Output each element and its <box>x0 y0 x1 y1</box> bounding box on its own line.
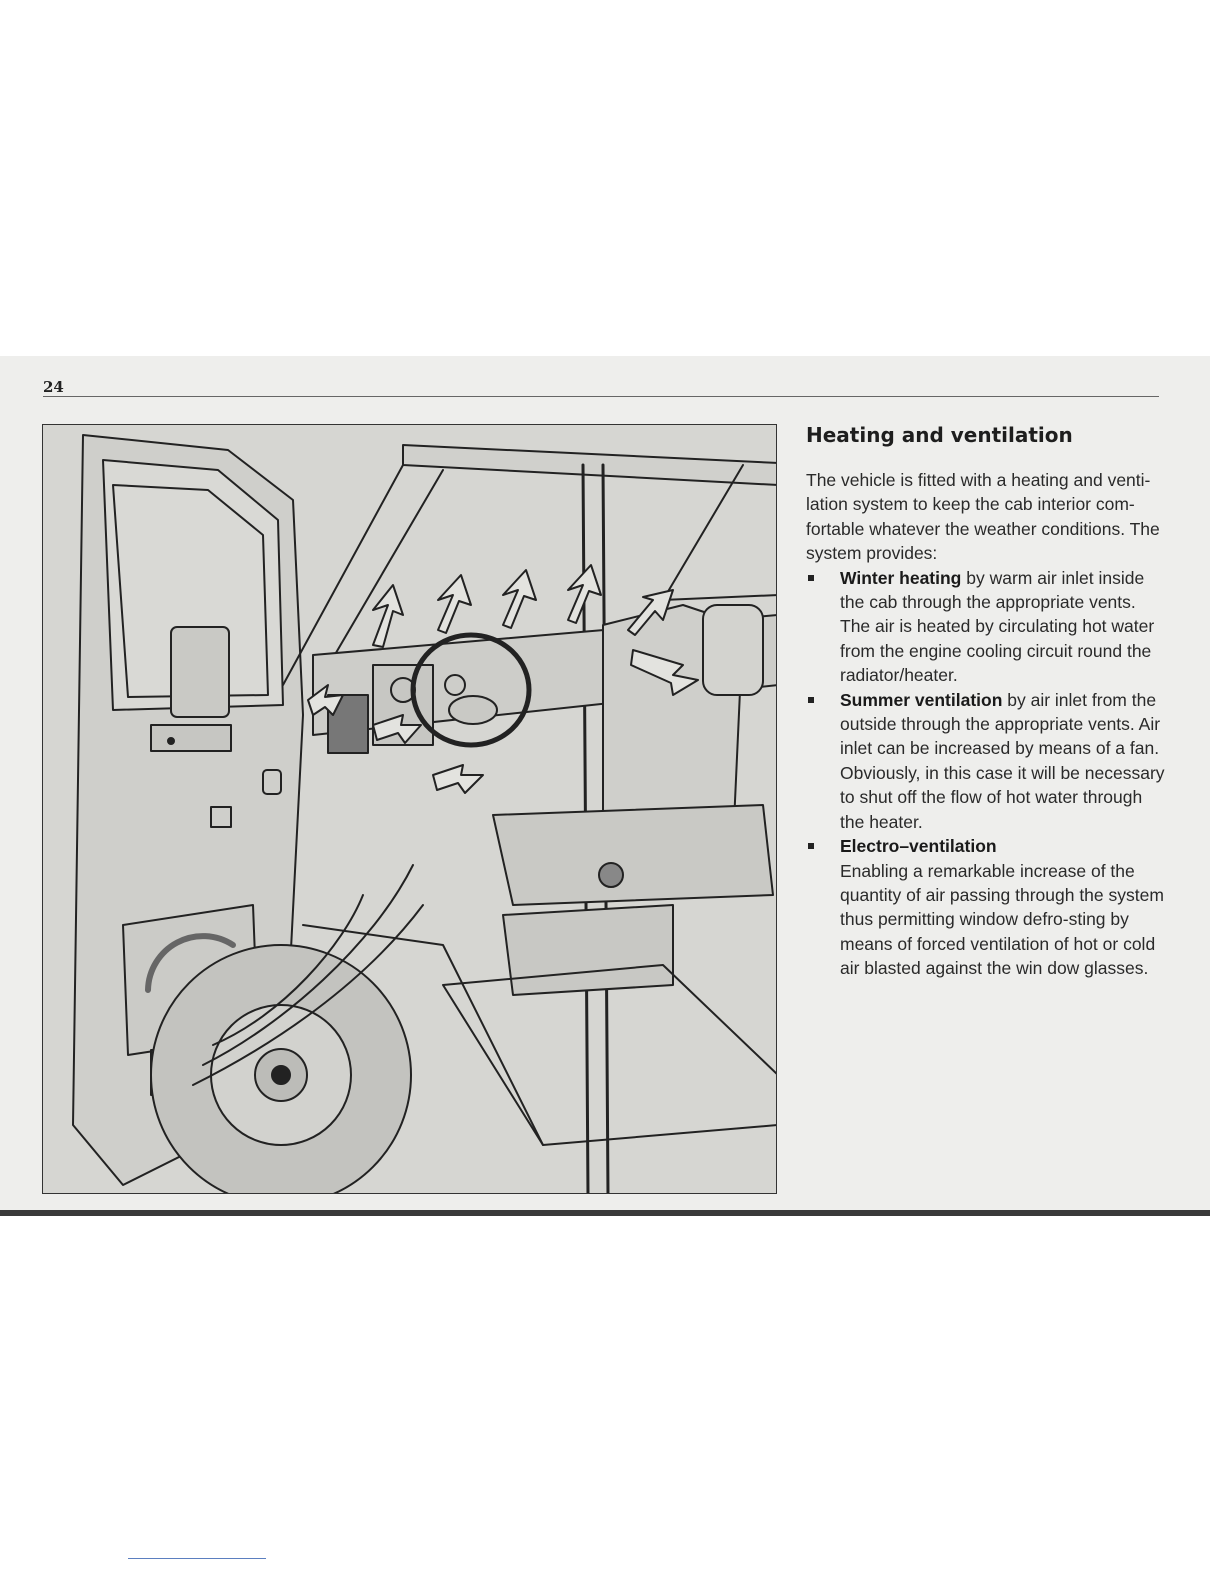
footer-line <box>128 1558 266 1559</box>
bullet-title: Electro–ventilation <box>840 836 997 857</box>
bullet-text: by air inlet from the outside through the appropriate vents. Air inlet can be increased by means of a fan. Obviously, in this case it will be necessary to shut off the flow of hot water through the heater. <box>840 689 1165 832</box>
text-column <box>806 420 1166 981</box>
header-divider <box>43 396 1159 397</box>
bullet-text: Enabling a remarkable increase of the quantity of air passing through the system thus permitting window defro-sting by means of forced ventilation of hot or cold air blasted against the win dow glasses. <box>840 860 1164 979</box>
intro-paragraph: The vehicle is fitted with a heating and venti-lation system to keep the cab interior com-fortable whatever the weather conditions. The system provides: <box>806 470 1160 564</box>
bullet-text: by warm air inlet inside the cab through the appropriate vents. The air is heated by circulating hot water from the engine cooling circuit round the radiator/heater. <box>840 567 1155 686</box>
van-cab-ventilation-illustration-icon <box>43 425 777 1194</box>
bullet-title: Winter heating <box>840 567 962 588</box>
bullet-title: Summer ventilation <box>840 689 1003 710</box>
page-number: 24 <box>43 378 64 396</box>
bullet-square-icon <box>808 575 814 581</box>
list-item-winter-heating <box>806 566 1166 688</box>
section-title: Heating and ventilation <box>806 423 1073 447</box>
bullet-square-icon <box>808 697 814 703</box>
scan-edge-shadow <box>0 1210 1210 1216</box>
feature-list <box>806 566 1166 981</box>
list-item-summer-ventilation <box>806 688 1166 834</box>
list-item-electro-ventilation <box>806 834 1166 980</box>
cab-ventilation-figure <box>42 424 777 1194</box>
bullet-square-icon <box>808 843 814 849</box>
